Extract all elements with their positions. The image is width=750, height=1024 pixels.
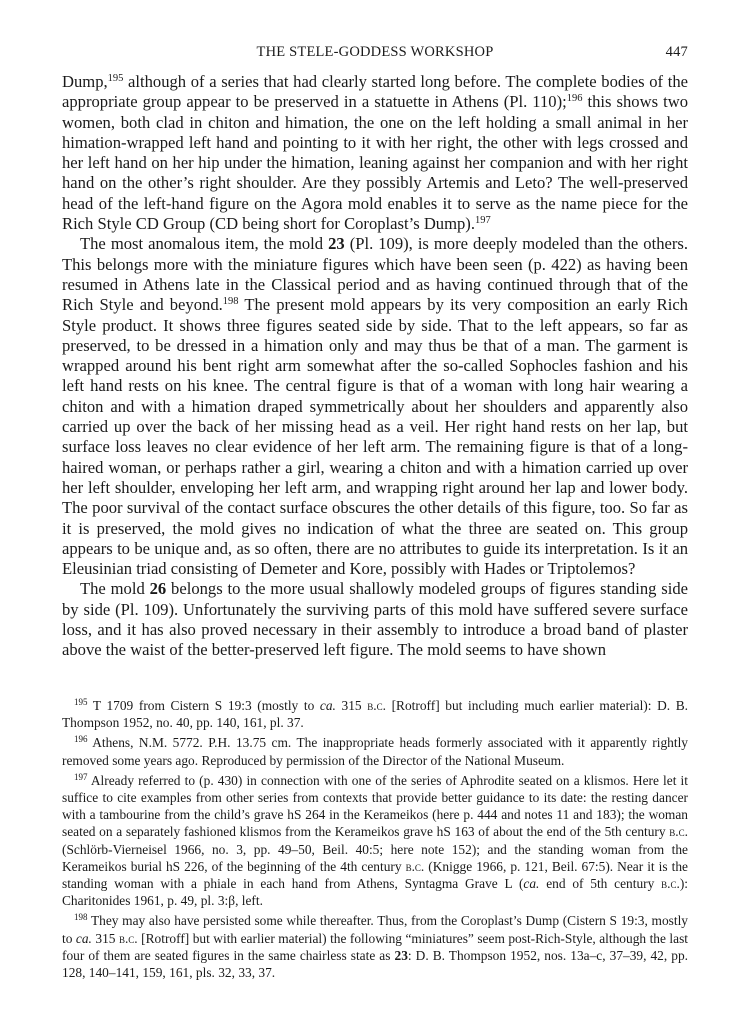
running-title: THE STELE-GODDESS WORKSHOP: [256, 44, 494, 60]
footnote-ref-196[interactable]: 196: [566, 93, 583, 105]
footnote-197: $^{197}$ Already referred to (p. 430) in connection with one of the series of Aphrodite seated on a klismos. Here let it suffice to cite examples from other series from contexts that provide better guidance to its date: the resting dancer with a tambourine from the child’s grave hS 264 in the Kerameikos (here p. 444 and notes 11 and 183); the woman seated on a separately fashioned klismos from the Kerameikos grave hS 163 of about the end of the 5th century b.c. (Schlörb-Vierneisel 1966, no. 3, pp. 49–50, Beil. 40:5; here note 152); and the standing woman from the Kerameikos burial hS 226, of the beginning of the 4th century b.c. (Knigge 1966, p. 121, Beil. 67:5). Near it is the standing woman with a phiale in each hand from Athens, Syntagma Grave L (ca. end of 5th century b.c.): Charitonides 1961, p. 49, pl. 3:β, left.: [62, 771, 688, 909]
main-text: [62, 72, 688, 661]
page-number: 447: [665, 44, 688, 60]
footnote-195: $^{195}$ T 1709 from Cistern S 19:3 (mostly to ca. 315 b.c. [Rotroff] but including much earlier material): D. B. Thompson 1952, no. 40, pp. 140, 161, pl. 37.: [62, 697, 689, 731]
paragraph-3: The mold 26 belongs to the more usual shallowly modeled groups of figures standing side by side (Pl. 109). Unfortunately the surviving parts of this mold have suffered severe surface loss, and it has also proved necessary in their assembly to introduce a broad band of plaster above the waist of the better-preserved left figure. The mold seems to have shown: [62, 579, 688, 660]
footnote-196: $^{196}$ Athens, N.M. 5772. P.H. 13.75 cm. The inappropriate heads formerly associated with it apparently rightly removed some years ago. Reproduced by permission of the Director of the National Museum.: [62, 734, 688, 768]
footnote-198: $^{198}$ They may also have persisted some while thereafter. Thus, from the Coroplast’s Dump (Cistern S 19:3, mostly to ca. 315 b.c. [Rotroff] but with earlier material) the following “miniatures” seem post-Rich-Style, although the last four of them are seated figures in the same chairless state as 23: D. B. Thompson 1952, nos. 13a–c, 37–39, 42, pp. 128, 140–141, 159, 161, pls. 32, 33, 37.: [62, 912, 689, 981]
paragraph-1: Dump,$^{195}$ although of a series that had clearly started long before. The complete bodies of the appropriate group appear to be preserved in a statuette in Athens (Pl. 110);$^{196}$ this shows two women, both clad in chiton and himation, the one on the left holding a small animal in her himation-wrapped left hand and pointing to it with her right, the other with legs crossed and her left hand on her hip under the himation, leaning against her companion and with her right hand on the other’s right shoulder. Are they possibly Artemis and Leto? The well-preserved head of the left-hand figure on the Agora mold enables it to serve as the name piece for the Rich Style CD Group (CD being short for Coroplast’s Dump).$^{197}$: [62, 72, 688, 234]
paragraph-2: The most anomalous item, the mold 23 (Pl. 109), is more deeply modeled than the others. This belongs more with the miniature figures which have been seen (p. 422) as having been resumed in Athens late in the Classical period and as having continued through that of the Rich Style and beyond.$^{198}$ The present mold appears by its very composition an early Rich Style product. It shows three figures seated side by side. That to the left appears, so far as preserved, to be dressed in a himation only and may thus be that of a man. The garment is wrapped around his bent right arm somewhat after the so-called Sophocles fashion and his left hand rests on his knee. The central figure is that of a woman with long hair wearing a chiton and with a himation draped symmetrically about her shoulders and apparently also carried up over the back of her missing head as a veil. Her right hand rests on her lap, but surface loss leaves no clear evidence of her left arm. The remaining figure is that of a long-haired woman, or perhaps rather a girl, wearing a chiton and with a himation carried up over her left shoulder, enveloping her left arm, and wrapping right around her lap and lower body. The poor survival of the contact surface obscures the other details of this figure, too. So far as it is preserved, the mold gives no indication of what the three are seated on. This group appears to be unique and, as so often, there are no attributes to guide its interpretation. Is it an Eleusinian triad consisting of Demeter and Kore, possibly with Hades or Triptolemos?: [62, 234, 688, 579]
footnotes: [62, 697, 688, 984]
footnote-ref-197[interactable]: 197: [474, 215, 491, 227]
footnote-ref-195[interactable]: 195: [107, 73, 124, 84]
footnote-ref-198[interactable]: 198: [222, 296, 239, 308]
mold-number-26: 26: [149, 579, 167, 599]
mold-number-23: 23: [328, 234, 345, 254]
running-header: [62, 44, 688, 64]
